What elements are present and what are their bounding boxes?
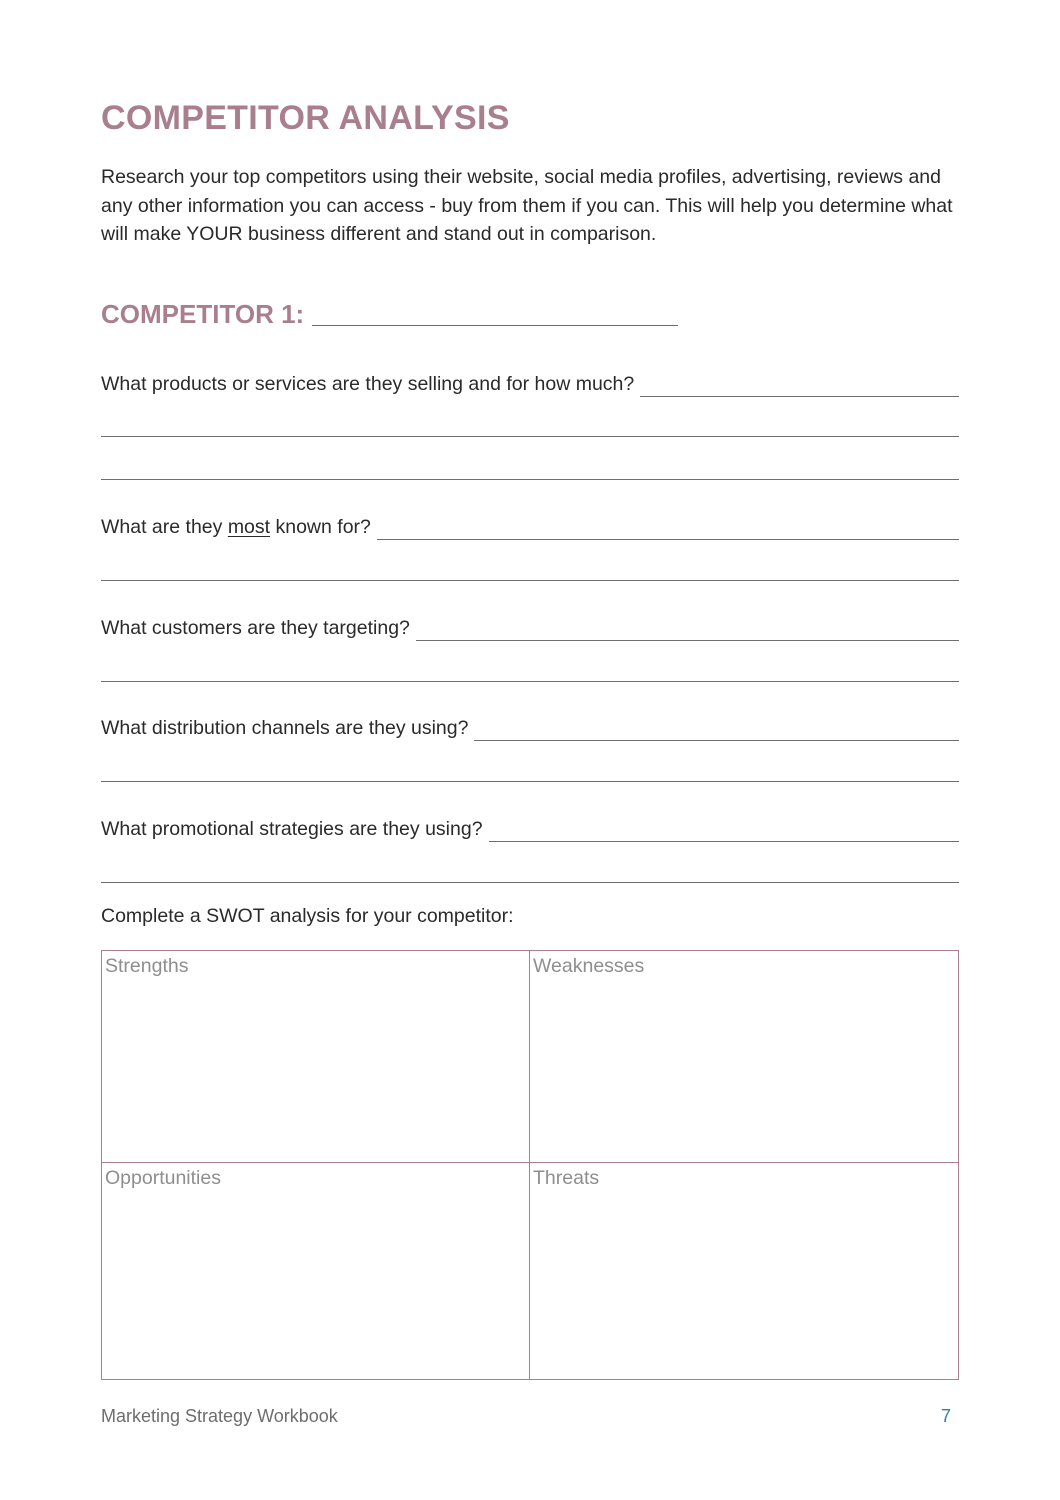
- competitor-heading: [101, 297, 678, 331]
- answer-line[interactable]: [101, 436, 959, 437]
- swot-strengths-box[interactable]: [102, 951, 530, 1163]
- emphasis-word: most: [227, 516, 271, 538]
- answer-line[interactable]: [101, 781, 959, 782]
- answer-line[interactable]: [377, 539, 959, 540]
- question-products-text: What products or services are they selling and for how much?: [101, 373, 635, 395]
- swot-opportunities-label: Opportunities: [105, 1167, 221, 1189]
- question-promotional-text: What promotional strategies are they using?: [101, 818, 483, 840]
- page-number: 7: [941, 1406, 952, 1426]
- question-text-part: What are they: [101, 516, 228, 538]
- swot-grid: [101, 950, 959, 1380]
- answer-line[interactable]: [101, 882, 959, 883]
- question-known-for-text: [101, 513, 371, 541]
- answer-line[interactable]: [474, 740, 959, 741]
- footer-book-title: Marketing Strategy Workbook: [101, 1406, 338, 1426]
- question-known-for: [101, 513, 959, 541]
- question-distribution: [101, 714, 959, 742]
- intro-paragraph: Research your top competitors using their website, social media profiles, advertising, reviews and any other information you can access - buy from them if you can. This will help you determine what will make YOUR business different and stand out in comparison.: [101, 166, 953, 246]
- answer-line[interactable]: [101, 580, 959, 581]
- question-distribution-text: What distribution channels are they using?: [101, 717, 469, 739]
- answer-line[interactable]: [489, 841, 959, 842]
- swot-weaknesses-box[interactable]: [530, 951, 958, 1163]
- swot-strengths-label: Strengths: [105, 955, 189, 977]
- question-customers-text: What customers are they targeting?: [101, 617, 410, 639]
- question-products: [101, 370, 959, 398]
- question-promotional: [101, 815, 959, 843]
- answer-line[interactable]: [101, 479, 959, 480]
- swot-threats-label: Threats: [533, 1167, 600, 1189]
- swot-opportunities-box[interactable]: [102, 1163, 530, 1379]
- question-text-part: known for?: [270, 516, 371, 538]
- answer-line[interactable]: [101, 681, 959, 682]
- workbook-page: [101, 0, 959, 1500]
- swot-weaknesses-label: Weaknesses: [533, 955, 645, 977]
- swot-instruction: Complete a SWOT analysis for your competitor:: [101, 905, 514, 927]
- answer-line[interactable]: [640, 396, 959, 397]
- question-customers: [101, 614, 959, 642]
- answer-line[interactable]: [416, 640, 959, 641]
- page-title: COMPETITOR ANALYSIS: [101, 99, 510, 137]
- competitor-label: COMPETITOR 1:: [101, 299, 305, 329]
- competitor-name-blank[interactable]: [312, 324, 678, 326]
- swot-threats-box[interactable]: [530, 1163, 958, 1379]
